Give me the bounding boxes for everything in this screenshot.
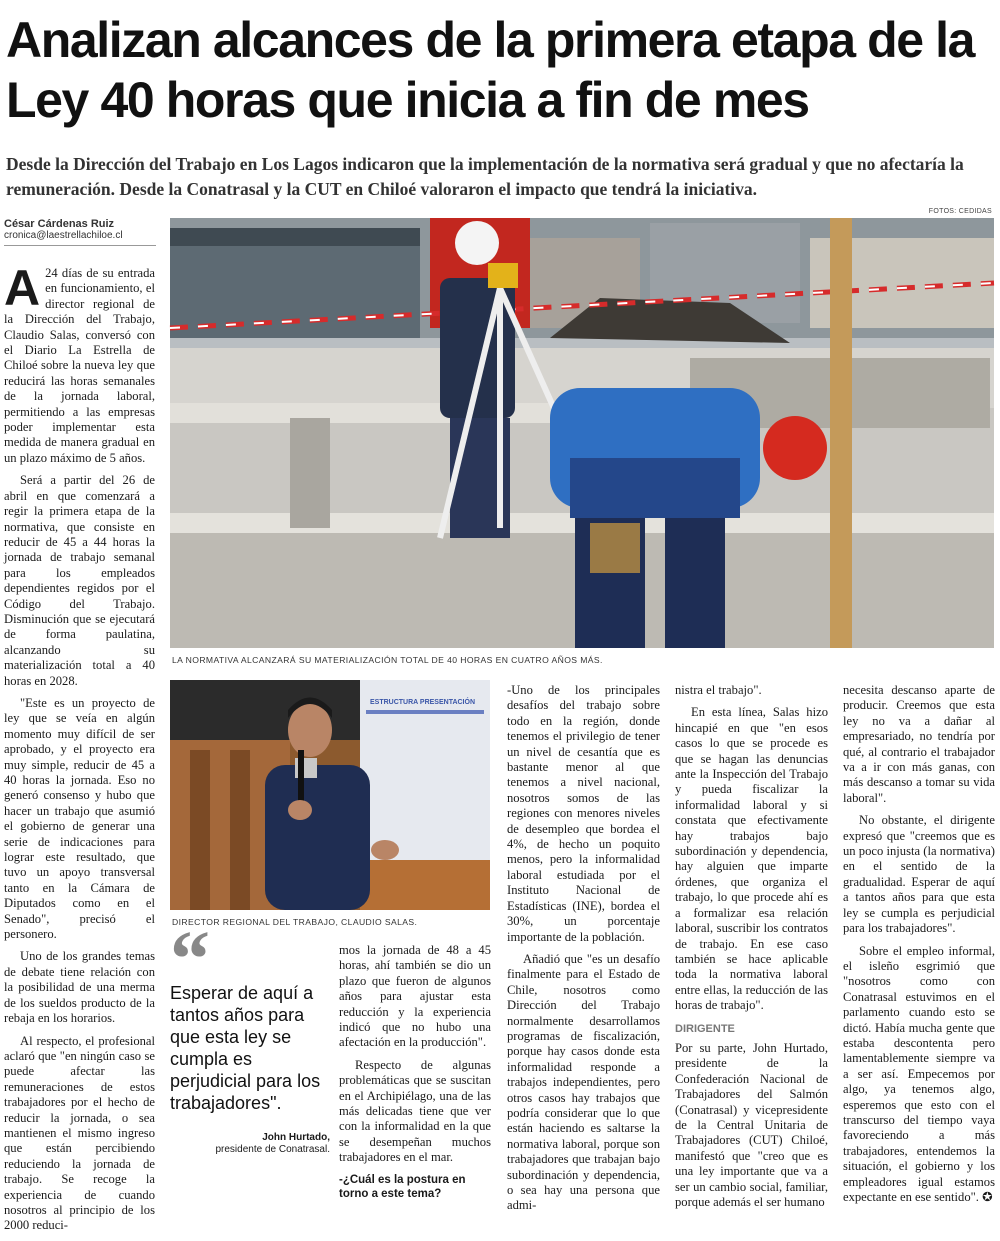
column-1 (4, 260, 155, 1241)
photo-credit: FOTOS: CEDIDAS (928, 208, 992, 215)
paragraph: necesita descanso aparte de producir. Creemos que esta ley no va a dañar al empresariado, no tendría por qué, al contrario el trabajador va a ir con más ganas, con más descanso a tomar su vida laboral". (843, 683, 995, 805)
paragraph: Respecto de algunas problemáticas que se suscitan en el Archipiélago, una de las más delicadas tiene que ver con la informalidad en la que se desempeñan muchos trabajadores en el mar. (339, 1057, 491, 1165)
section-subhead: DIRIGENTE (675, 1022, 735, 1035)
construction-photo-illustration (170, 218, 994, 648)
quote-mark-icon: “ (170, 916, 210, 1004)
banner-text: ESTRUCTURA PRESENTACIÓN (370, 699, 476, 706)
quote-author-name: John Hurtado, (262, 1132, 330, 1143)
paragraph: Por su parte, John Hurtado, presidente de la Confederación Nacional de Trabajadores del Salmón (Conatrasal) y vicepresidente de la Central Unitaria de Trabajadores (CUT) Chiloé, manifestó que "creo que es una ley importante que va a ser un cambio social, familiar, porque además el ser humano (675, 1040, 828, 1209)
paragraph: nistra el trabajo". (675, 683, 762, 697)
column-3 (507, 683, 660, 1221)
paragraph: No obstante, el dirigente expresó que "creemos que es un poco injusta (la normativa) en el sentido de la gradualidad. Esperar de aquí a tantos años para que esta ley se cumpla es perjudicial para los trabajadores". (843, 813, 995, 936)
column-4 (675, 683, 828, 1217)
byline (4, 218, 156, 246)
deck: Desde la Dirección del Trabajo en Los Lagos indicaron que la implementación de la normativa será gradual y que no afectaría la remuneración. Desde la Conatrasal y la CUT en Chiloé valoraron el impacto que tendrá la iniciativa. (6, 154, 964, 199)
column-5 (843, 683, 995, 1212)
paragraph: Será a partir del 26 de abril en que comenzará a regir la primera etapa de la normativa, que consiste en reducir de 45 a 44 horas la jornada de trabajo semanal para los empleados dependientes regidos por el Código del Trabajo. Disminución que se ejecutará de forma paulatina, alcanzando su materialización total a 40 horas en 2028. (4, 473, 155, 688)
paragraph: Al respecto, el profesional aclaró que "en ningún caso se puede afectar las remuneraciones de estos trabajadores por el hecho de reducir la jornada, o sea mantienen el mismo ingreso que están percibiendo reduciendo la jornada de trabajo. Se recoge la experiencia de cuando nosotros al principio de los 2000 reduci- (4, 1033, 155, 1233)
author-email: cronica@laestrellachiloe.cl (4, 230, 123, 241)
secondary-photo (170, 680, 490, 910)
paragraph: -Uno de los principales desafíos del trabajo sobre todo en la región, donde tenemos el privilegio de tener un nivel de cesantía que es bastante menor al que tenemos a nivel nacional, nosotros somos de las regiones con menores niveles de desempleo que bordea el 4%, de hecho un poquito menos, pero la informalidad laboral estudiada por el Instituto Nacional de Estadísticas (INE), bordea el 30%, un porcentaje importante de la población. (507, 683, 660, 944)
quote-author-role: presidente de Conatrasal. (215, 1144, 330, 1155)
paragraph: Uno de los grandes temas de debate tiene relación con la posibilidad de una merma de los sueldos producto de la rebaja en los horarios. (4, 949, 155, 1026)
quote-text: Esperar de aquí a tantos años para que esta ley se cumpla es perjudicial para los trabajadores". (170, 983, 321, 1113)
author-name: César Cárdenas Ruiz (4, 218, 115, 230)
headline: Analizan alcances de la primera etapa de la Ley 40 horas que inicia a fin de mes (6, 12, 975, 128)
column-3-lower (339, 943, 491, 1208)
paragraph: Sobre el empleo informal, el isleño esgrimió que "nosotros como con Conatrasal estuvimos en el parlamento cuando esto se dictó. Había mucha gente que estaba descontenta pero lamentablemente siempre va a ser así. Empecemos por algo, ya tenemos algo, esperemos que esto con el transcurso del tiempo vaya favoreciendo a más trabajadores, entendemos la situación, el gobierno y los empleadores igual estamos expectante en ese sentido". ✪ (843, 943, 995, 1204)
paragraph: mos la jornada de 48 a 45 horas, ahí también se dio un plazo que fueron de algunos años para ajustar esta reducción y la experiencia indicó que no hubo una afectación en la producción". (339, 943, 491, 1050)
secondary-photo-caption: DIRECTOR REGIONAL DEL TRABAJO, CLAUDIO SALAS. (172, 917, 418, 927)
paragraph: En esta línea, Salas hizo hincapié en que "en esos casos lo que se procede es que se hagan las denuncias ante la Inspección del Trabajo y pueda fiscalizar la informalidad laboral y si constata que efectivamente hay trabajos bajo subordinación y dependencia, hay alguien que imparte órdenes, que organiza el trabajo, lo que procede ahí es a formalizar esa relación laboral, suscribir los contratos de trabajo. En ese caso también se hace aplicable toda la normativa laboral entre ellas, la reducción de las horas de trabajo". (675, 705, 828, 1013)
director-photo-illustration (170, 680, 490, 910)
dropcap: A (4, 260, 41, 316)
interview-question: -¿Cuál es la postura en torno a este tema? (339, 1173, 466, 1200)
main-photo-caption: LA NORMATIVA ALCANZARÁ SU MATERIALIZACIÓN TOTAL DE 40 HORAS EN CUATRO AÑOS MÁS. (172, 655, 603, 665)
paragraph-text: 24 días de su entrada en funcionamiento, el director regional de la Dirección del Trabajo, Claudio Salas, conversó con el Diario La Estrella de Chiloé sobre la nueva ley que reducirá las horas semanales de la jornada laboral, permitiendo a las empresas poder implementar esta medida de manera gradual en un plazo máximo de 5 años. (4, 266, 155, 465)
quote-attribution (170, 1132, 330, 1156)
paragraph (4, 260, 155, 466)
paragraph: "Este es un proyecto de ley que se veía en algún momento muy difícil de ser aprobado, y el proyecto era muy simple, reducir de 45 a 40 horas la jornada. Eso no generó consenso y hubo que hacer un trabajo que asumió el gobierno de generar una serie de indicaciones para lograr este resultado, que tuvo un apoyo transversal tanto en la Cámara de Diputados como en el Senado", precisó el personero. (4, 695, 155, 942)
paragraph: Añadió que "es un desafío finalmente para el Estado de Chile, nosotros como Dirección del Trabajo normalmente desarrollamos programas de fiscalización, porque hay casos donde esta informalidad responde a trabajos independientes, pero otros casos hay trabajos que podría considerar que lo que están haciendo es saltarse la normativa laboral, porque son trabajadores que trabajan bajo subordinación y dependencia, o sea hay una persona que admi- (507, 951, 660, 1213)
main-photo (170, 218, 994, 648)
